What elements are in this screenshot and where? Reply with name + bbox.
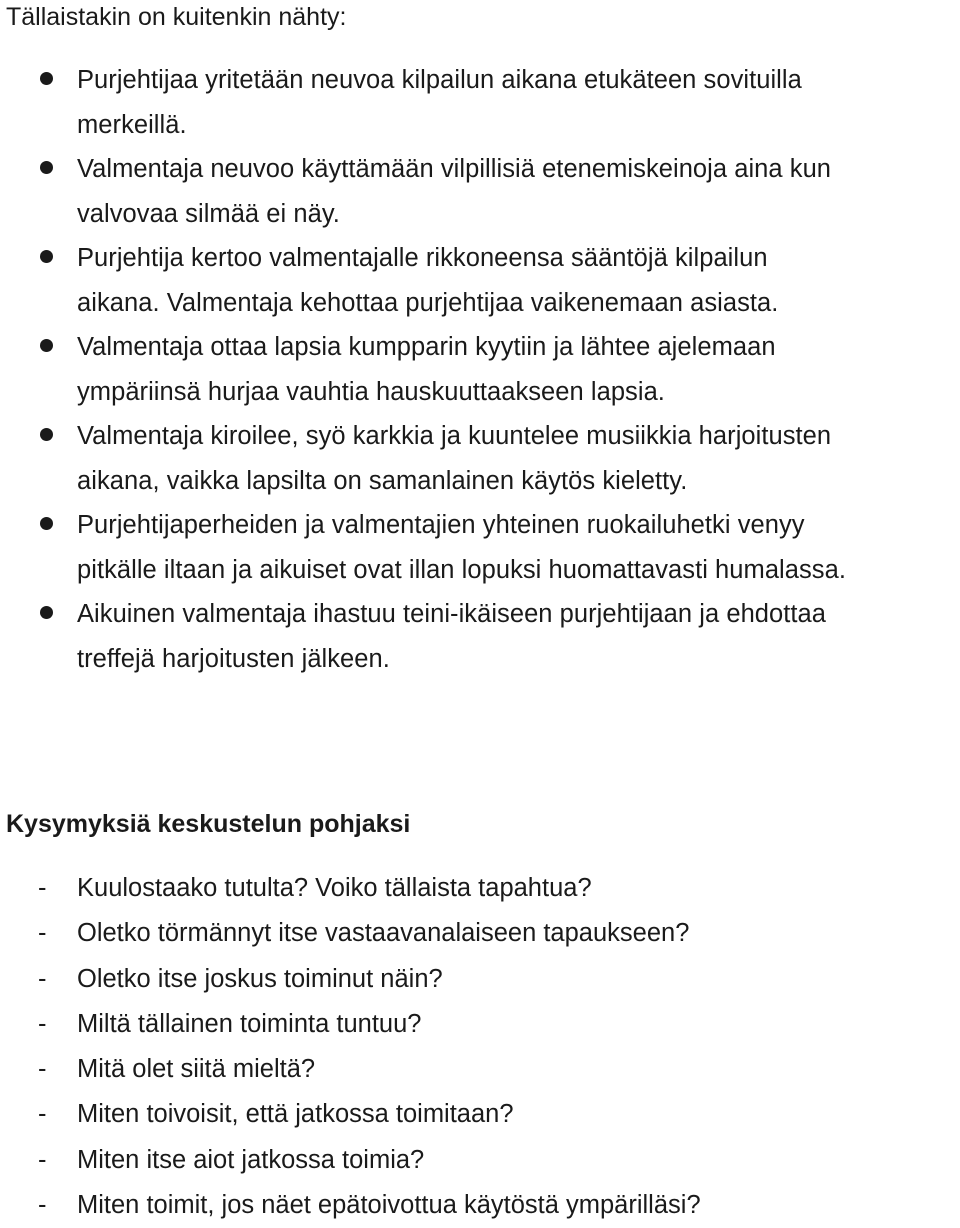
list-item: [0, 236, 960, 325]
list-item-line: merkeillä.: [77, 110, 187, 139]
bullet-icon: [40, 517, 53, 530]
dash-marker: -: [38, 919, 47, 948]
list-item-line: aikana. Valmentaja kehottaa purjehtijaa vaikenemaan asiasta.: [77, 288, 779, 317]
list-item-line: Purjehtijaa yritetään neuvoa kilpailun aikana etukäteen sovituilla: [77, 66, 802, 94]
intro-text: Tällaistakin on kuitenkin nähty:: [6, 3, 347, 31]
list-item: [0, 325, 960, 414]
dash-marker: -: [38, 1191, 47, 1220]
list-item-line: treffejä harjoitusten jälkeen.: [77, 644, 390, 673]
question-item: [0, 1092, 960, 1137]
question-list: [0, 866, 960, 1228]
dash-marker: -: [38, 874, 47, 902]
bullet-icon: [40, 428, 53, 441]
dash-marker: -: [38, 964, 47, 993]
question-text: Oletko törmännyt itse vastaavanalaiseen tapaukseen?: [77, 919, 690, 948]
dash-marker: -: [38, 1009, 47, 1038]
list-item: [0, 414, 960, 503]
bullet-icon: [40, 339, 53, 352]
bullet-icon: [40, 250, 53, 263]
question-text: Miten toivoisit, että jatkossa toimitaan?: [77, 1100, 514, 1129]
bullet-icon: [40, 72, 53, 85]
question-text: Miltä tällainen toiminta tuntuu?: [77, 1009, 422, 1038]
list-item-line: Aikuinen valmentaja ihastuu teini-ikäiseen purjehtijaan ja ehdottaa: [77, 600, 827, 628]
list-item-line: Valmentaja ottaa lapsia kumpparin kyytiin ja lähtee ajelemaan: [77, 333, 776, 361]
question-item: [0, 957, 960, 1002]
list-item-line: valvovaa silmää ei näy.: [77, 199, 340, 228]
question-item: [0, 1138, 960, 1183]
list-item-line: pitkälle iltaan ja aikuiset ovat illan lopuksi huomattavasti humalassa.: [77, 555, 846, 584]
question-item: [0, 866, 960, 911]
list-item: [0, 147, 960, 236]
question-item: [0, 1183, 960, 1228]
list-item-line: aikana, vaikka lapsilta on samanlainen käytös kieletty.: [77, 466, 688, 495]
list-item-line: Purjehtija kertoo valmentajalle rikkoneensa sääntöjä kilpailun: [77, 244, 768, 272]
list-item: [0, 503, 960, 592]
list-item-line: Purjehtijaperheiden ja valmentajien yhteinen ruokailuhetki venyy: [77, 511, 805, 539]
question-text: Oletko itse joskus toiminut näin?: [77, 964, 443, 993]
list-item-line: ympäriinsä hurjaa vauhtia hauskuuttaakseen lapsia.: [77, 377, 665, 406]
list-item-line: Valmentaja kiroilee, syö karkkia ja kuuntelee musiikkia harjoitusten: [77, 422, 832, 450]
question-text: Kuulostaako tutulta? Voiko tällaista tapahtua?: [77, 874, 592, 902]
question-text: Miten toimit, jos näet epätoivottua käytöstä ympärilläsi?: [77, 1191, 701, 1220]
dash-marker: -: [38, 1100, 47, 1129]
question-item: [0, 1047, 960, 1092]
list-item-line: Valmentaja neuvoo käyttämään vilpillisiä etenemiskeinoja aina kun: [77, 155, 832, 183]
question-item: [0, 1002, 960, 1047]
section-heading: Kysymyksiä keskustelun pohjaksi: [6, 810, 411, 838]
bullet-list: [0, 58, 960, 681]
dash-marker: -: [38, 1145, 47, 1174]
question-item: [0, 911, 960, 956]
dash-marker: -: [38, 1055, 47, 1084]
bullet-icon: [40, 606, 53, 619]
list-item: [0, 58, 960, 147]
question-text: Mitä olet siitä mieltä?: [77, 1055, 316, 1084]
list-item: [0, 592, 960, 681]
question-text: Miten itse aiot jatkossa toimia?: [77, 1145, 425, 1174]
bullet-icon: [40, 161, 53, 174]
